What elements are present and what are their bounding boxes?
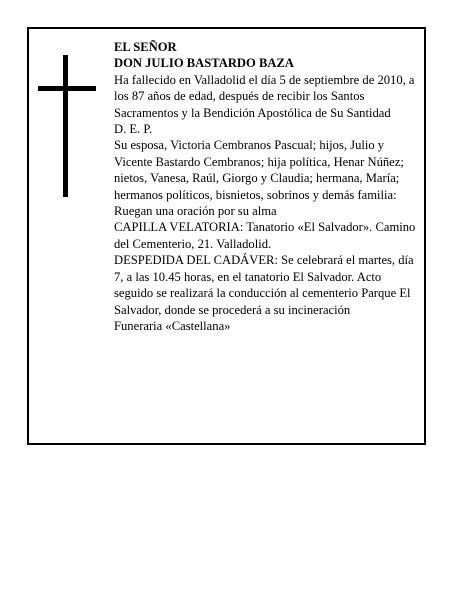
notice-title: EL SEÑOR [114, 40, 177, 54]
deceased-name: DON JULIO BASTARDO BAZA [114, 56, 294, 71]
chapel-info: CAPILLA VELATORIA: Tanatorio «El Salvador». Camino del Cementerio, 21. Valladolid. [114, 220, 416, 251]
obituary-text-block [114, 39, 422, 334]
prayer-request: Ruegan una oración por su alma [114, 204, 277, 219]
family-list: Su esposa, Victoria Cembranos Pascual; hijos, Julio y Vicente Bastardo Cembranos; hija política, Henar Núñez; nietos, Vanesa, Raúl, Giorgo y Claudia; hermana, María; hermanos políticos, bisnietos, sobrinos y demás familia: [114, 138, 404, 202]
death-statement: Ha fallecido en Valladolid el día 5 de septiembre de 2010, a los 87 años de edad, después de recibir los Santos Sacramentos y la Bendición Apostólica de Su Santidad [114, 72, 415, 120]
cross-vertical-bar [63, 55, 68, 197]
funeral-home: Funeraria «Castellana» [114, 318, 231, 333]
rest-in-peace: D. E. P. [114, 122, 153, 137]
cross-horizontal-bar [38, 86, 96, 91]
farewell-info: DESPEDIDA DEL CADÁVER: Se celebrará el martes, día 7, a las 10.45 horas, en el tanatorio El Salvador. Acto seguido se realizará la conducción al cementerio Parque El Salvador, donde se procederá a su incineración [114, 253, 414, 317]
